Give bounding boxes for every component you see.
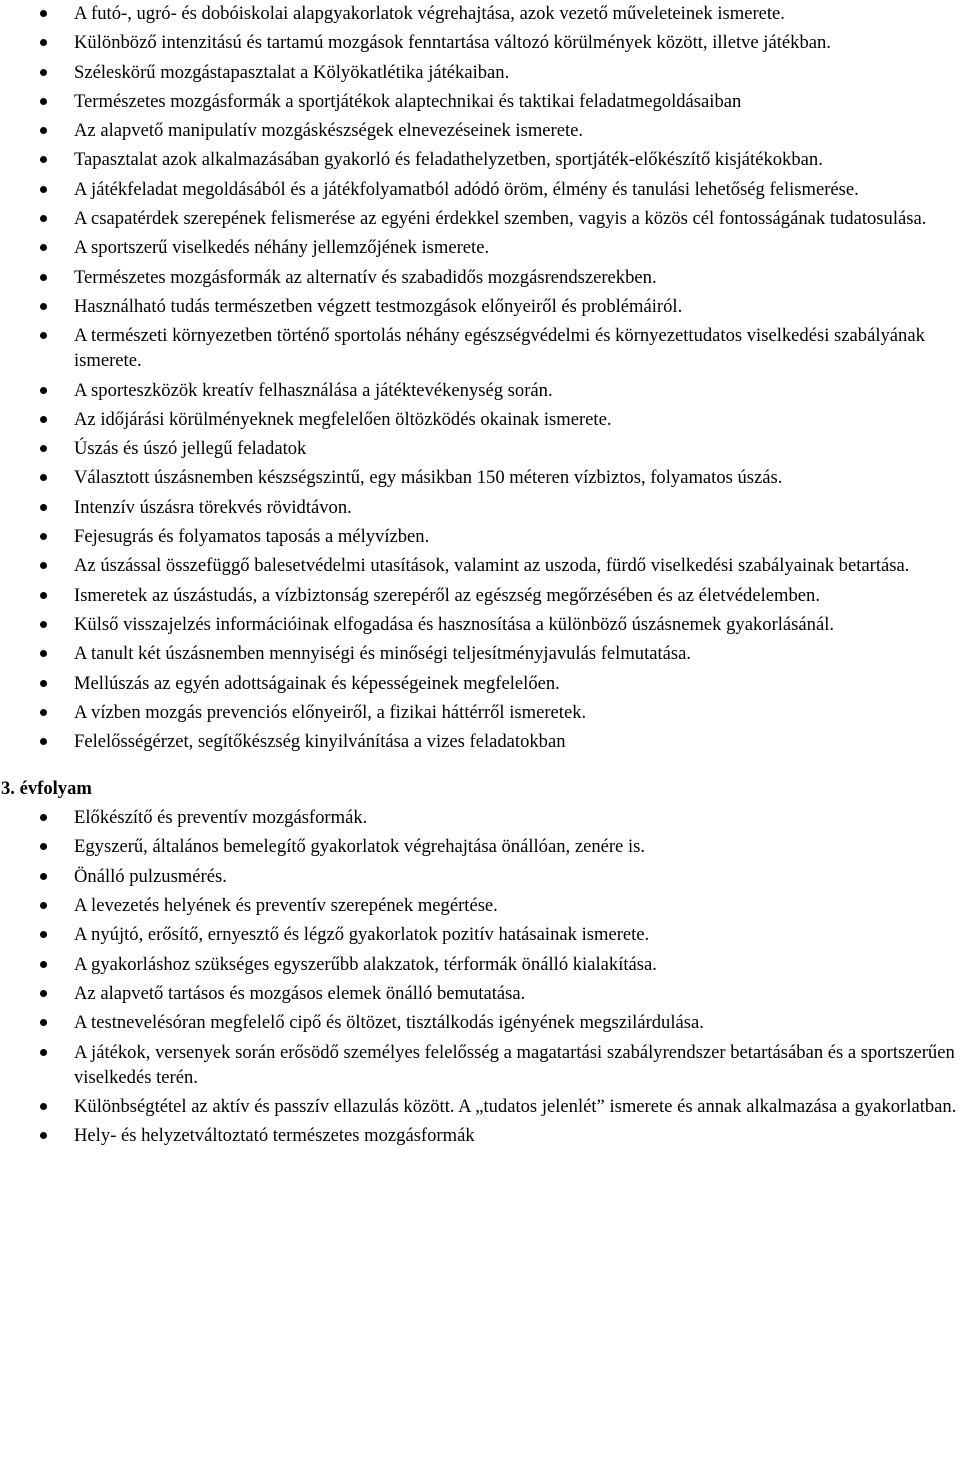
list-item-text: Egyszerű, általános bemelegítő gyakorlatok végrehajtása önállóan, zenére is.: [74, 836, 646, 858]
bullet-icon: [40, 215, 47, 222]
list-item: [0, 553, 960, 578]
list-item: [0, 1040, 960, 1090]
bullet-icon: [40, 873, 47, 880]
list-item: [0, 235, 960, 260]
list-item: [0, 612, 960, 637]
list-item: [0, 922, 960, 947]
bullet-icon: [40, 474, 47, 481]
list-item-text: Az időjárási körülményeknek megfelelően öltözködés okainak ismerete.: [74, 408, 612, 430]
list-item: [0, 265, 960, 290]
bullet-icon: [40, 127, 47, 134]
bullet-icon: [40, 902, 47, 909]
list-item-text: A tanult két úszásnemben mennyiségi és minőségi teljesítményjavulás felmutatása.: [74, 643, 692, 665]
list-item-text: A természeti környezetben történő sportolás néhány egészségvédelmi és környezettudatos viselkedési szabályának ismerete.: [74, 325, 925, 372]
list-item-text: A testnevelésóran megfelelő cipő és öltözet, tisztálkodás igényének megszilárdulása.: [74, 1012, 704, 1034]
bullet-icon: [40, 416, 47, 423]
list-item: [0, 1010, 960, 1035]
list-item: [0, 834, 960, 859]
list-item-text: Ismeretek az úszástudás, a vízbiztonság szerepéről az egészség megőrzésében és az életvédelemben.: [74, 584, 820, 606]
list-item-text: Az alapvető manipulatív mozgáskészségek elnevezéseinek ismerete.: [74, 120, 584, 142]
list-item-text: Intenzív úszásra törekvés rövidtávon.: [74, 496, 352, 518]
bullet-icon: [40, 1049, 47, 1056]
list-item: [0, 177, 960, 202]
list-item: [0, 952, 960, 977]
list-item-text: Önálló pulzusmérés.: [74, 865, 227, 887]
list-item-text: Természetes mozgásformák az alternatív és szabadidős mozgásrendszerekben.: [74, 266, 657, 288]
bullet-icon: [40, 303, 47, 310]
bullet-icon: [40, 650, 47, 657]
bullet-icon: [40, 931, 47, 938]
list-item-text: Különbségtétel az aktív és passzív ellazulás között. A „tudatos jelenlét” ismerete és annak alkalmazása a gyakorlatban.: [74, 1095, 957, 1117]
list-item: [0, 805, 960, 830]
list-item-text: Használható tudás természetben végzett testmozgások előnyeiről és problémáiról.: [74, 295, 683, 317]
list-item-text: A csapatérdek szerepének felismerése az egyéni érdekkel szemben, vagyis a közös cél fontosságának tudatosulása.: [74, 208, 927, 230]
bullet-icon: [40, 39, 47, 46]
list-item: [0, 294, 960, 319]
list-item-text: Külső visszajelzés információinak elfogadása és hasznosítása a különböző úszásnemek gyakorlásánál.: [74, 613, 835, 635]
bullet-icon: [40, 244, 47, 251]
list-item-text: Hely- és helyzetváltoztató természetes mozgásformák: [74, 1125, 475, 1147]
section-heading: 3. évfolyam: [1, 778, 92, 800]
bullet-icon: [40, 504, 47, 511]
list-item-text: Természetes mozgásformák a sportjátékok alaptechnikai és taktikai feladatmegoldásaiban: [74, 90, 742, 112]
list-item: [0, 981, 960, 1006]
list-item-text: A sporteszközök kreatív felhasználása a játéktevékenység során.: [74, 379, 553, 401]
bullet-list-grade-2: [0, 1, 960, 754]
list-item-text: Előkészítő és preventív mozgásformák.: [74, 807, 368, 829]
list-item-text: Fejesugrás és folyamatos taposás a mélyvízben.: [74, 526, 430, 548]
list-item-text: Tapasztalat azok alkalmazásában gyakorló és feladathelyzetben, sportjáték-előkészítő kisjátékokban.: [74, 149, 823, 171]
list-item-text: A játékfeladat megoldásából és a játékfolyamatból adódó öröm, élmény és tanulási lehetőség felismerése.: [74, 178, 859, 200]
bullet-icon: [40, 10, 47, 17]
list-item-text: A sportszerű viselkedés néhány jellemzőjének ismerete.: [74, 237, 490, 259]
bullet-icon: [40, 98, 47, 105]
list-item-text: Mellúszás az egyén adottságainak és képességeinek megfelelően.: [74, 672, 560, 694]
bullet-icon: [40, 69, 47, 76]
list-item: [0, 700, 960, 725]
bullet-icon: [40, 680, 47, 687]
bullet-icon: [40, 445, 47, 452]
bullet-icon: [40, 332, 47, 339]
bullet-icon: [40, 274, 47, 281]
list-item: [0, 147, 960, 172]
list-item: [0, 118, 960, 143]
list-item: [0, 465, 960, 490]
bullet-icon: [40, 1132, 47, 1139]
list-item: [0, 60, 960, 85]
list-item: [0, 583, 960, 608]
bullet-icon: [40, 709, 47, 716]
list-item-text: A vízben mozgás prevenciós előnyeiről, a fizikai háttérről ismeretek.: [74, 701, 587, 723]
list-item: [0, 323, 960, 373]
list-item: [0, 729, 960, 754]
list-item: [0, 1123, 960, 1148]
list-item-text: Az alapvető tartásos és mozgásos elemek önálló bemutatása.: [74, 982, 526, 1004]
bullet-icon: [40, 387, 47, 394]
bullet-icon: [40, 1103, 47, 1110]
bullet-icon: [40, 156, 47, 163]
bullet-icon: [40, 621, 47, 628]
list-item: [0, 893, 960, 918]
list-item: [0, 436, 960, 461]
list-item-text: A nyújtó, erősítő, ernyesztő és légző gyakorlatok pozitív hatásainak ismerete.: [74, 924, 650, 946]
list-item-text: Úszás és úszó jellegű feladatok: [74, 438, 307, 460]
bullet-icon: [40, 562, 47, 569]
list-item: [0, 1, 960, 26]
list-item: [0, 378, 960, 403]
bullet-icon: [40, 843, 47, 850]
bullet-icon: [40, 961, 47, 968]
list-item-text: Különböző intenzitású és tartamú mozgások fenntartása változó körülmények között, illetve játékban.: [74, 32, 831, 54]
list-item-text: Választott úszásnemben készségszintű, egy másikban 150 méteren vízbiztos, folyamatos úszás.: [74, 467, 783, 489]
list-item: [0, 1094, 960, 1119]
list-item: [0, 30, 960, 55]
list-item-text: Az úszással összefüggő balesetvédelmi utasítások, valamint az uszoda, fürdő viselkedési szabályainak betartása.: [74, 555, 910, 577]
list-item-text: A játékok, versenyek során erősödő személyes felelősség a magatartási szabályrendszer betartásában és a sportszerűen viselkedés terén.: [74, 1041, 955, 1088]
list-item: [0, 671, 960, 696]
bullet-list-grade-3: [0, 805, 960, 1148]
bullet-icon: [40, 738, 47, 745]
list-item-text: Széleskörű mozgástapasztalat a Kölyökatlétika játékaiban.: [74, 61, 510, 83]
bullet-icon: [40, 1019, 47, 1026]
list-item-text: A gyakorláshoz szükséges egyszerűbb alakzatok, térformák önálló kialakítása.: [74, 953, 657, 975]
list-item: [0, 641, 960, 666]
list-item: [0, 407, 960, 432]
bullet-icon: [40, 814, 47, 821]
list-item-text: Felelősségérzet, segítőkészség kinyilvánítása a vizes feladatokban: [74, 731, 566, 753]
list-item-text: A futó-, ugró- és dobóiskolai alapgyakorlatok végrehajtása, azok vezető műveleteinek ismerete.: [74, 3, 785, 24]
list-item-text: A levezetés helyének és preventív szerepének megértése.: [74, 895, 498, 917]
bullet-icon: [40, 186, 47, 193]
bullet-icon: [40, 990, 47, 997]
list-item: [0, 206, 960, 231]
list-item: [0, 864, 960, 889]
bullet-icon: [40, 592, 47, 599]
list-item: [0, 89, 960, 114]
list-item: [0, 495, 960, 520]
list-item: [0, 524, 960, 549]
bullet-icon: [40, 533, 47, 540]
